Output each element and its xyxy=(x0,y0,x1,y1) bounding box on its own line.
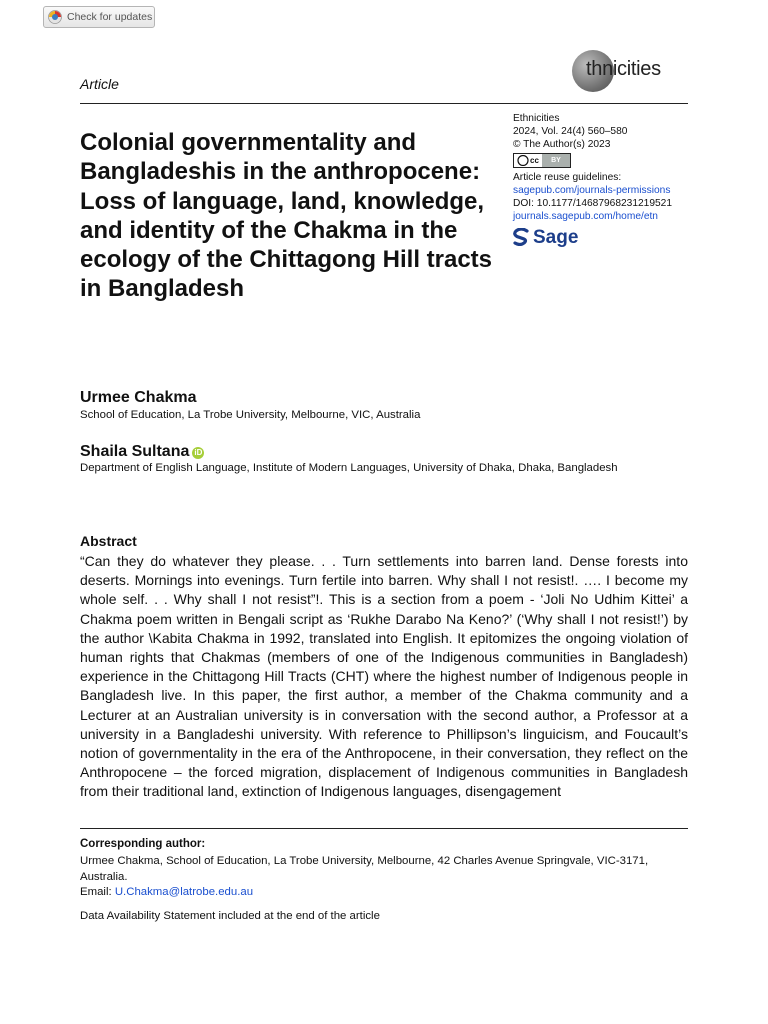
corresponding-author-heading: Corresponding author: xyxy=(80,838,206,850)
corresponding-author-email-line xyxy=(80,885,688,901)
reuse-permissions-link[interactable]: sagepub.com/journals-permissions xyxy=(513,185,671,196)
cc-by-license-badge[interactable] xyxy=(513,153,571,168)
cc-badge-left-text: cc xyxy=(530,156,539,165)
author-name-1: Urmee Chakma xyxy=(80,389,197,406)
cc-badge-right-text: BY xyxy=(551,157,561,164)
author-2 xyxy=(80,443,204,461)
author-affiliation-1: School of Education, La Trobe University, Melbourne, VIC, Australia xyxy=(80,409,421,421)
reuse-guidelines-label: Article reuse guidelines: xyxy=(513,172,622,183)
article-title: Colonial governmentality and Bangladeshis in the anthropocene: Loss of language, land, knowledge, and identity of the Chakma in the ecology of the Chittagong Hill tracts in Bangladesh xyxy=(80,129,493,303)
author-name-2: Shaila Sultana xyxy=(80,443,190,460)
footer-divider xyxy=(80,828,688,829)
article-metadata xyxy=(513,112,703,246)
journal-home-link[interactable]: journals.sagepub.com/home/etn xyxy=(513,211,658,222)
header-divider xyxy=(80,103,688,104)
abstract-heading: Abstract xyxy=(80,533,137,549)
creative-commons-icon xyxy=(517,155,529,166)
email-label: Email: xyxy=(80,886,112,899)
corresponding-author-address: Urmee Chakma, School of Education, La Trobe University, Melbourne, 42 Charles Avenue Springvale, VIC-3171, Australia. xyxy=(80,855,649,883)
volume-pages: 2024, Vol. 24(4) 560–580 xyxy=(513,126,628,137)
email-link[interactable]: U.Chakma@latrobe.edu.au xyxy=(114,886,254,899)
logo-text: thnicities xyxy=(586,58,661,80)
copyright-line: © The Author(s) 2023 xyxy=(513,139,611,150)
sage-s-icon xyxy=(513,228,529,246)
journal-name: Ethnicities xyxy=(513,113,560,124)
corresponding-author-details xyxy=(80,854,688,901)
crossmark-icon xyxy=(48,10,62,24)
abstract-text: “Can they do whatever they please. . . Turn settlements into barren land. Dense forests into deserts. Mornings into evenings. Turn fertile into barren. Why shall I not resist!. …. I become my whole self. . . Why shall I not resist”!. This is a section from a poem - ‘Joli No Udhim Kittei’ a Chakma poem written in Bengali script as ‘Rukhe Darabo Na Keno?’ (‘Why shall I not resist!’) by the author \Kabita Chakma in 1992, translated into English. It epitomizes the ongoing violation of human rights that Chakmas (members of one of the Indigenous communities in Bangladesh) experience in the Chittagong Hill Tracts (CHT) where the highest number of Indigenous people in Bangladesh live. In this paper, the first author, a member of the Chakma community and a Lecturer at an Australian university is in conversation with the second author, a Professor at a university in a Bangladeshi university. With reference to Phillipson’s linguicism, and Foucault’s notion of governmentality in the era of the Anthropocene, in their conversation, they reflect on the Anthropocene – the forced migration, displacement of Indigenous communities in Bangladesh from their traditional land, extinction of Indigenous languages, disengagement xyxy=(80,553,688,800)
sage-publisher-name: Sage xyxy=(533,226,579,248)
sage-publisher-logo xyxy=(513,228,703,246)
doi: DOI: 10.1177/14687968231219521 xyxy=(513,198,672,209)
data-availability-statement: Data Availability Statement included at the end of the article xyxy=(80,910,380,922)
journal-logo xyxy=(572,50,690,94)
check-for-updates-button[interactable] xyxy=(43,6,155,28)
author-affiliation-2: Department of English Language, Institute of Modern Languages, University of Dhaka, Dhaka, Bangladesh xyxy=(80,462,618,474)
orcid-icon[interactable]: iD xyxy=(194,448,203,457)
check-for-updates-label: Check for updates xyxy=(67,11,153,23)
article-type-label: Article xyxy=(80,76,119,92)
